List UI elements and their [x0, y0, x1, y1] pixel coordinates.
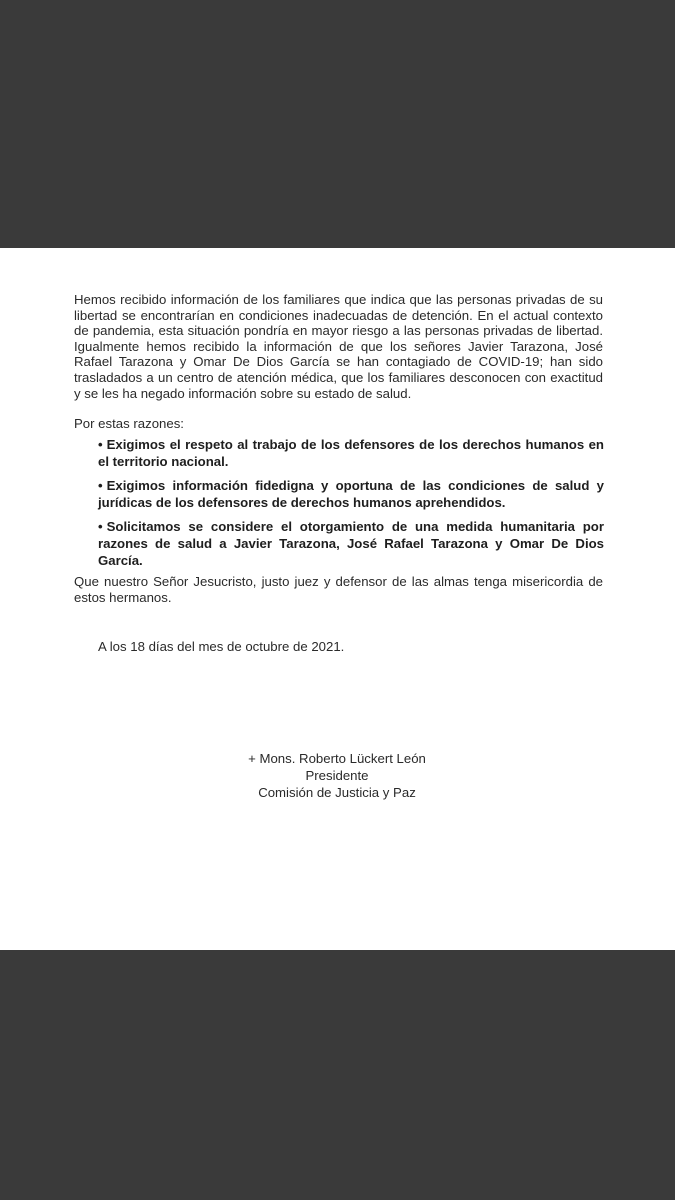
paragraph-closing: Que nuestro Señor Jesucristo, justo juez y defensor de las almas tenga misericordia de estos hermanos. [74, 574, 603, 605]
top-dark-frame [0, 0, 675, 248]
signer-title: Presidente [305, 768, 369, 783]
bullet-icon: • [98, 437, 103, 452]
letter-page [0, 248, 675, 950]
demand-item [98, 436, 604, 470]
date-line: A los 18 días del mes de octubre de 2021. [98, 639, 345, 654]
signature-block [187, 750, 487, 801]
demand-text: Exigimos información fidedigna y oportuna de las condiciones de salud y jurídicas de los defensores de derechos humanos aprehendidos. [98, 478, 604, 510]
demand-text: Exigimos el respeto al trabajo de los defensores de los derechos humanos en el territorio nacional. [98, 437, 604, 469]
demand-text: Solicitamos se considere el otorgamiento de una medida humanitaria por razones de salud a Javier Tarazona, José Rafael Tarazona y Omar De Dios García. [98, 519, 604, 568]
signer-name: + Mons. Roberto Lückert León [248, 751, 426, 766]
demand-item [98, 477, 604, 511]
signer-organization: Comisión de Justicia y Paz [258, 785, 416, 800]
paragraph-information: Hemos recibido información de los familiares que indica que las personas privadas de su libertad se encontrarían en condiciones inadecuadas de detención. En el actual contexto de pandemia, esta situación pondría en mayor riesgo a las personas privadas de libertad. Igualmente hemos recibido la información de que los señores Javier Tarazona, José Rafael Tarazona y Omar De Dios García se han contagiado de COVID-19; han sido trasladados a un centro de atención médica, que los familiares desconocen con exactitud y se les ha negado información sobre su estado de salud. [74, 292, 603, 401]
bullet-icon: • [98, 478, 103, 493]
bullet-icon: • [98, 519, 103, 534]
demand-item [98, 518, 604, 569]
paragraph-intro: Por estas razones: [74, 416, 184, 431]
bottom-dark-frame [0, 950, 675, 1200]
demands-list [98, 436, 604, 576]
